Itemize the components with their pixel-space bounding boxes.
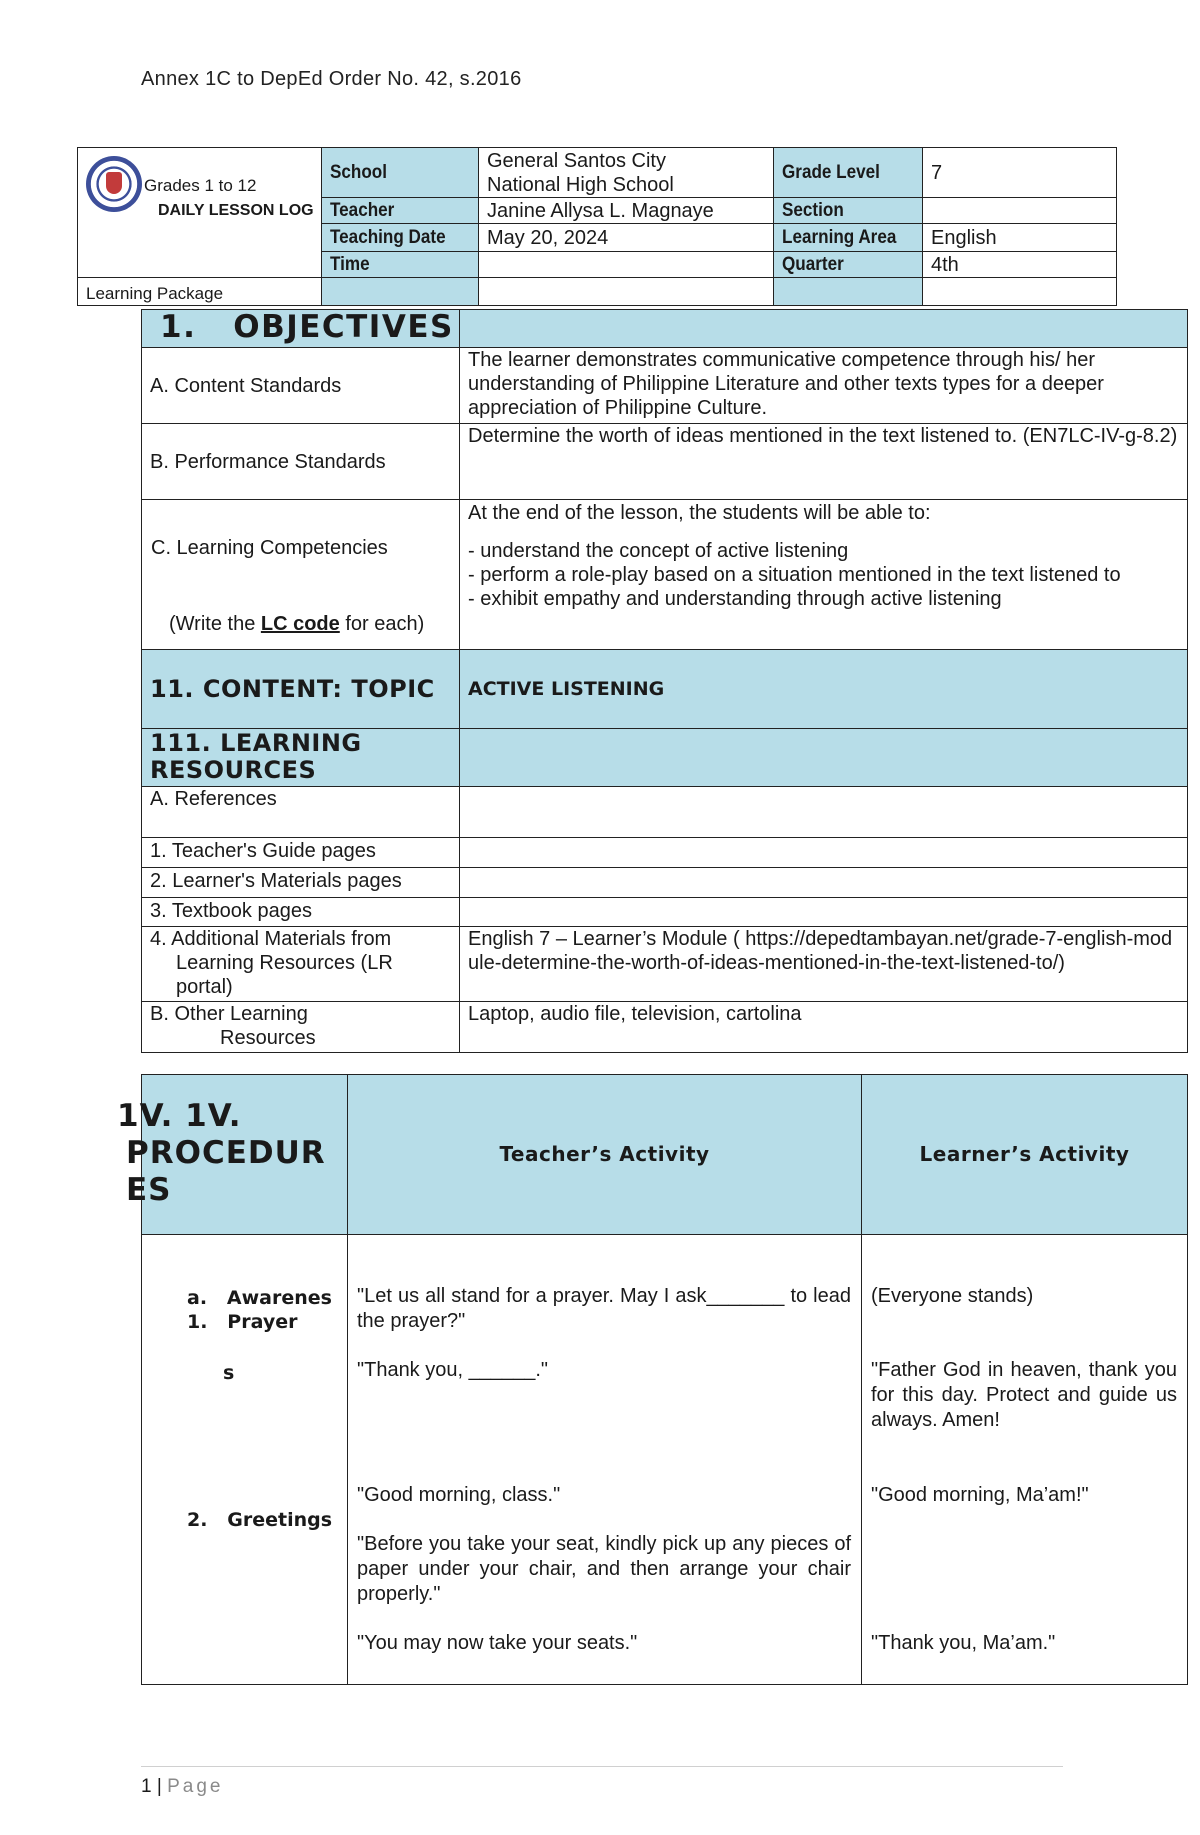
learning-package-blank-1 (322, 278, 479, 306)
learners-materials-label: 2. Learner's Materials pages (142, 868, 460, 898)
teacher-paper-text: "Before you take your seat, kindly pick up any pieces of paper under your chair, and then arrange your chair properly." (357, 1533, 851, 1605)
lc-code-note: (Write the LC code for each) (169, 613, 425, 635)
competency-item: - perform a role-play based on a situation mentioned in the text listened to (468, 564, 1121, 586)
learner-morning-text: "Good morning, Ma’am!" (871, 1484, 1089, 1506)
learners-materials-value (460, 868, 1188, 898)
content-topic-heading: 11. CONTENT: TOPIC (142, 650, 460, 729)
procedures-heading: 1V. 1V. PROCEDUR ES (117, 1098, 326, 1208)
teacher-morning-text: "Good morning, class." (357, 1484, 561, 1506)
learner-prayer-text: "Father God in heaven, thank you for this day. Protect and guide us always. Amen! (871, 1359, 1177, 1431)
textbook-label: 3. Textbook pages (142, 898, 460, 927)
teacher-activity-heading: Teacher’s Activity (348, 1075, 862, 1235)
school-value: General Santos City National High School (479, 148, 774, 198)
learning-resources-blank (460, 729, 1188, 787)
content-standards-value: The learner demonstrates communicative competence through his/ her understanding of Philippine Literature and other texts types for a deeper appreciation of Philippine Culture. (460, 348, 1188, 424)
greetings-label: 2. Greetings (187, 1509, 333, 1531)
competency-item: - understand the concept of active listening (468, 540, 849, 562)
teacher-label: Teacher (322, 198, 479, 224)
learning-area-label: Learning Area (774, 224, 923, 252)
time-value (479, 252, 774, 278)
additional-materials-label: 4. Additional Materials from Learning Resources (LR portal) (142, 927, 460, 1002)
time-label: Time (322, 252, 479, 278)
additional-materials-value: English 7 – Learner’s Module ( https://depedtambayan.net/grade-7-english-module-determine-the-worth-of-ideas-mentioned-in-the-text-listened-to/) (460, 927, 1188, 1002)
learner-activity-heading: Learner’s Activity (862, 1075, 1188, 1235)
objectives-heading-blank (460, 310, 1188, 348)
learning-package-blank-4 (923, 278, 1117, 306)
learning-package-label: Learning Package (78, 278, 322, 306)
content-topic-value: ACTIVE LISTENING (460, 650, 1188, 729)
other-resources-label: B. Other Learning Resources (142, 1002, 460, 1053)
teaching-date-value: May 20, 2024 (479, 224, 774, 252)
competency-item: - exhibit empathy and understanding through active listening (468, 588, 1002, 610)
footer-divider (141, 1766, 1063, 1767)
teacher-thanks-text: "Thank you, ______." (357, 1359, 548, 1381)
learning-area-value: English (923, 224, 1117, 252)
performance-standards-label: B. Performance Standards (142, 424, 460, 500)
teachers-guide-label: 1. Teacher's Guide pages (142, 838, 460, 868)
header-table (77, 147, 1117, 306)
learning-resources-heading: 111. LEARNING RESOURCES (142, 729, 460, 787)
awareness-label: a. Awarenes s (187, 1287, 332, 1384)
section-value (923, 198, 1117, 224)
learner-stands-text: (Everyone stands) (871, 1285, 1034, 1307)
teachers-guide-value (460, 838, 1188, 868)
teacher-value: Janine Allysa L. Magnaye (479, 198, 774, 224)
deped-seal-icon (86, 156, 142, 212)
content-standards-label: A. Content Standards (142, 348, 460, 424)
logo-cell (78, 148, 322, 278)
references-value (460, 787, 1188, 838)
learning-package-blank-2 (479, 278, 774, 306)
objectives-heading: 1. OBJECTIVES (142, 310, 460, 348)
teacher-seats-text: "You may now take your seats." (357, 1632, 638, 1654)
quarter-label: Quarter (774, 252, 923, 278)
performance-standards-value: Determine the worth of ideas mentioned in the text listened to. (EN7LC-IV-g-8.2) (460, 424, 1188, 500)
textbook-value (460, 898, 1188, 927)
other-resources-value: Laptop, audio file, television, cartolina (460, 1002, 1188, 1053)
learning-competencies-label: C. Learning Competencies (Write the LC code for each) (142, 500, 460, 650)
page-number: 1 (141, 1776, 152, 1797)
grades-label: Grades 1 to 12 (144, 176, 257, 195)
annex-title: Annex 1C to DepEd Order No. 42, s.2016 (141, 68, 522, 90)
page-label: Page (167, 1776, 224, 1797)
grade-level-label: Grade Level (774, 148, 923, 198)
grade-level-value: 7 (923, 148, 1117, 198)
objectives-resources-table (141, 309, 1188, 1053)
prayer-label: 1. Prayer (187, 1311, 298, 1333)
references-label: A. References (142, 787, 460, 838)
daily-lesson-log-label: DAILY LESSON LOG (158, 202, 314, 219)
page-footer: 1 | Page (141, 1776, 224, 1797)
quarter-value: 4th (923, 252, 1117, 278)
learner-thanks-text: "Thank you, Ma’am." (871, 1632, 1056, 1654)
teacher-prayer-text: "Let us all stand for a prayer. May I ask_______ to lead the prayer?" (357, 1285, 851, 1332)
teaching-date-label: Teaching Date (322, 224, 479, 252)
section-label: Section (774, 198, 923, 224)
school-label: School (322, 148, 479, 198)
learning-package-blank-3 (774, 278, 923, 306)
learning-competencies-value: At the end of the lesson, the students will be able to: - understand the concept of active listening - perform a role-play based on a situation mentioned in the text listened to - exhibit empathy and understanding through active listening (460, 500, 1188, 650)
